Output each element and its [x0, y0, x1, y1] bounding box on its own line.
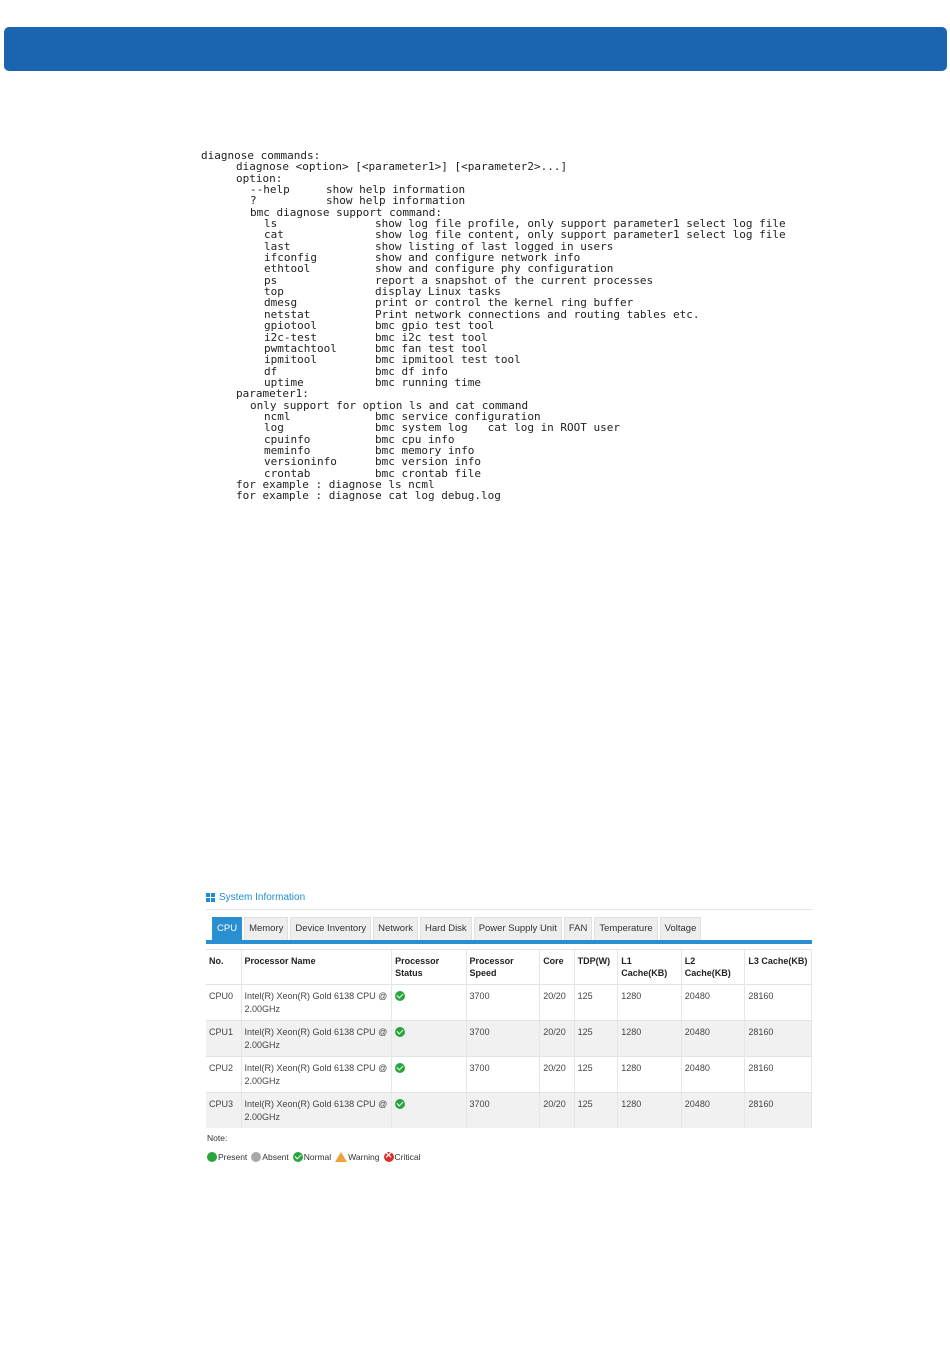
command-name: i2c-test — [264, 330, 317, 344]
legend-absent — [251, 1152, 288, 1162]
terminal-support-label: bmc diagnose support command: — [250, 205, 443, 219]
processor-status-cell — [392, 1093, 466, 1129]
column-header: TDP(W) — [574, 950, 618, 985]
command-name: top — [264, 285, 284, 299]
command-name: uptime — [264, 375, 304, 389]
terminal-param-note: only support for option ls and cat command — [250, 398, 529, 412]
command-desc: bmc version info — [375, 455, 481, 469]
terminal-title: diagnose commands: — [201, 149, 321, 162]
command-desc: show and configure phy configuration — [375, 262, 614, 276]
terminal-command-row — [201, 456, 786, 467]
cell-speed: 3700 — [466, 1093, 540, 1129]
table-row — [206, 1021, 812, 1057]
column-header: No. — [206, 950, 241, 985]
cell-name: Intel(R) Xeon(R) Gold 6138 CPU @ 2.00GHz — [241, 985, 392, 1021]
cell-l2: 20480 — [681, 1093, 745, 1129]
cpu-table — [206, 949, 812, 1128]
table-header-row — [206, 950, 812, 985]
tab-power-supply-unit[interactable]: Power Supply Unit — [474, 917, 562, 940]
note-label: Note: — [207, 1133, 228, 1143]
table-row — [206, 1093, 812, 1129]
option-name: --help — [250, 183, 290, 197]
tab-fan[interactable]: FAN — [564, 917, 592, 940]
column-header: Processor Speed — [466, 950, 540, 985]
tab-temperature[interactable]: Temperature — [594, 917, 657, 940]
cell-l1: 1280 — [618, 1057, 682, 1093]
cell-l2: 20480 — [681, 1057, 745, 1093]
command-name: log — [264, 421, 284, 435]
tab-bar — [206, 917, 812, 944]
normal-check-icon — [395, 991, 405, 1001]
legend-critical — [384, 1152, 421, 1162]
normal-check-icon — [293, 1152, 303, 1162]
table-row — [206, 985, 812, 1021]
column-header: Processor Name — [241, 950, 392, 985]
cell-tdp: 125 — [574, 985, 618, 1021]
warning-icon — [335, 1152, 347, 1162]
cell-core: 20/20 — [540, 1057, 574, 1093]
legend-present-label: Present — [218, 1152, 248, 1162]
command-name: ps — [264, 273, 278, 287]
option-name: ? — [250, 194, 257, 208]
status-legend — [207, 1152, 425, 1162]
command-desc: show log file profile, only support parameter1 select log file — [375, 217, 786, 231]
column-header: L3 Cache(KB) — [745, 950, 812, 985]
normal-check-icon — [395, 1063, 405, 1073]
command-desc: bmc memory info — [375, 443, 475, 457]
command-name: cpuinfo — [264, 432, 311, 446]
command-name: crontab — [264, 466, 311, 480]
tab-hard-disk[interactable]: Hard Disk — [420, 917, 472, 940]
command-desc: Print network connections and routing tables etc. — [375, 307, 700, 321]
tab-network[interactable]: Network — [373, 917, 418, 940]
system-information-panel — [206, 888, 812, 1128]
processor-status-cell — [392, 1021, 466, 1057]
option-desc: show help information — [326, 183, 466, 197]
cell-l2: 20480 — [681, 1021, 745, 1057]
command-desc: bmc running time — [375, 375, 481, 389]
cell-l3: 28160 — [745, 1057, 812, 1093]
column-header: Core — [540, 950, 574, 985]
command-name: ipmitool — [264, 353, 317, 367]
command-desc: bmc system log cat log in ROOT user — [375, 421, 621, 435]
command-name: ncml — [264, 409, 291, 423]
legend-warning — [335, 1152, 379, 1162]
command-name: ifconfig — [264, 251, 317, 265]
command-name: last — [264, 239, 291, 253]
cell-no: CPU1 — [206, 1021, 241, 1057]
cell-name: Intel(R) Xeon(R) Gold 6138 CPU @ 2.00GHz — [241, 1093, 392, 1129]
absent-icon — [251, 1152, 261, 1162]
cell-l3: 28160 — [745, 985, 812, 1021]
command-name: versioninfo — [264, 455, 337, 469]
command-desc: report a snapshot of the current processes — [375, 273, 654, 287]
critical-icon — [384, 1152, 394, 1162]
legend-normal — [293, 1152, 331, 1162]
cell-core: 20/20 — [540, 985, 574, 1021]
system-information-header — [206, 888, 812, 906]
command-name: ls — [264, 217, 278, 231]
cell-no: CPU0 — [206, 985, 241, 1021]
cell-tdp: 125 — [574, 1093, 618, 1129]
cell-name: Intel(R) Xeon(R) Gold 6138 CPU @ 2.00GHz — [241, 1057, 392, 1093]
command-desc: bmc crontab file — [375, 466, 481, 480]
command-desc: bmc gpio test tool — [375, 319, 495, 333]
processor-status-cell — [392, 985, 466, 1021]
cell-l1: 1280 — [618, 1021, 682, 1057]
processor-status-cell — [392, 1057, 466, 1093]
divider — [206, 909, 812, 910]
cell-speed: 3700 — [466, 1057, 540, 1093]
legend-present — [207, 1152, 247, 1162]
command-desc: print or control the kernel ring buffer — [375, 296, 634, 310]
legend-absent-label: Absent — [262, 1152, 289, 1162]
command-desc: bmc cpu info — [375, 432, 455, 446]
command-desc: bmc df info — [375, 364, 448, 378]
terminal-command-row — [201, 320, 786, 331]
tab-cpu[interactable]: CPU — [212, 917, 242, 940]
command-desc: show and configure network info — [375, 251, 581, 265]
top-banner — [4, 27, 947, 71]
cell-l3: 28160 — [745, 1021, 812, 1057]
cell-core: 20/20 — [540, 1093, 574, 1129]
command-desc: show listing of last logged in users — [375, 239, 614, 253]
cell-tdp: 125 — [574, 1021, 618, 1057]
terminal-command-row — [201, 354, 786, 365]
normal-check-icon — [395, 1027, 405, 1037]
terminal-option-row — [201, 184, 786, 195]
tab-voltage[interactable]: Voltage — [660, 917, 702, 940]
normal-check-icon — [395, 1099, 405, 1109]
diagnose-help-text — [201, 150, 786, 502]
command-name: gpiotool — [264, 319, 317, 333]
command-name: pwmtachtool — [264, 341, 337, 355]
cell-l1: 1280 — [618, 1093, 682, 1129]
command-name: cat — [264, 228, 284, 242]
legend-critical-label: Critical — [394, 1152, 421, 1162]
command-name: meminfo — [264, 443, 311, 457]
system-information-title: System Information — [219, 891, 306, 903]
command-name: ethtool — [264, 262, 311, 276]
cell-no: CPU2 — [206, 1057, 241, 1093]
terminal-option-label: option: — [236, 171, 283, 185]
terminal-usage: diagnose <option> [<parameter1>] [<parameter2>...] — [236, 160, 568, 174]
column-header: L1 Cache(KB) — [618, 950, 682, 985]
option-desc: show help information — [326, 194, 466, 208]
command-desc: bmc ipmitool test tool — [375, 353, 521, 367]
cell-speed: 3700 — [466, 985, 540, 1021]
command-desc: bmc i2c test tool — [375, 330, 488, 344]
cell-l1: 1280 — [618, 985, 682, 1021]
tab-device-inventory[interactable]: Device Inventory — [290, 917, 371, 940]
command-name: df — [264, 364, 278, 378]
terminal-example: for example : diagnose cat log debug.log — [236, 489, 501, 503]
command-name: dmesg — [264, 296, 298, 310]
command-name: netstat — [264, 307, 311, 321]
column-header: Processor Status — [392, 950, 466, 985]
cell-name: Intel(R) Xeon(R) Gold 6138 CPU @ 2.00GHz — [241, 1021, 392, 1057]
terminal-example: for example : diagnose ls ncml — [236, 477, 435, 491]
tab-memory[interactable]: Memory — [244, 917, 288, 940]
present-icon — [207, 1152, 217, 1162]
cell-no: CPU3 — [206, 1093, 241, 1129]
legend-normal-label: Normal — [303, 1152, 332, 1162]
cell-l3: 28160 — [745, 1093, 812, 1129]
dashboard-icon — [206, 893, 215, 902]
column-header: L2 Cache(KB) — [681, 950, 745, 985]
command-desc: bmc fan test tool — [375, 341, 488, 355]
cell-l2: 20480 — [681, 985, 745, 1021]
cell-core: 20/20 — [540, 1021, 574, 1057]
command-desc: bmc service configuration — [375, 409, 541, 423]
cell-speed: 3700 — [466, 1021, 540, 1057]
command-desc: display Linux tasks — [375, 285, 501, 299]
terminal-command-row — [201, 422, 786, 433]
legend-warning-label: Warning — [348, 1152, 380, 1162]
terminal-param-label: parameter1: — [236, 387, 309, 401]
command-desc: show log file content, only support parameter1 select log file — [375, 228, 786, 242]
cell-tdp: 125 — [574, 1057, 618, 1093]
table-row — [206, 1057, 812, 1093]
